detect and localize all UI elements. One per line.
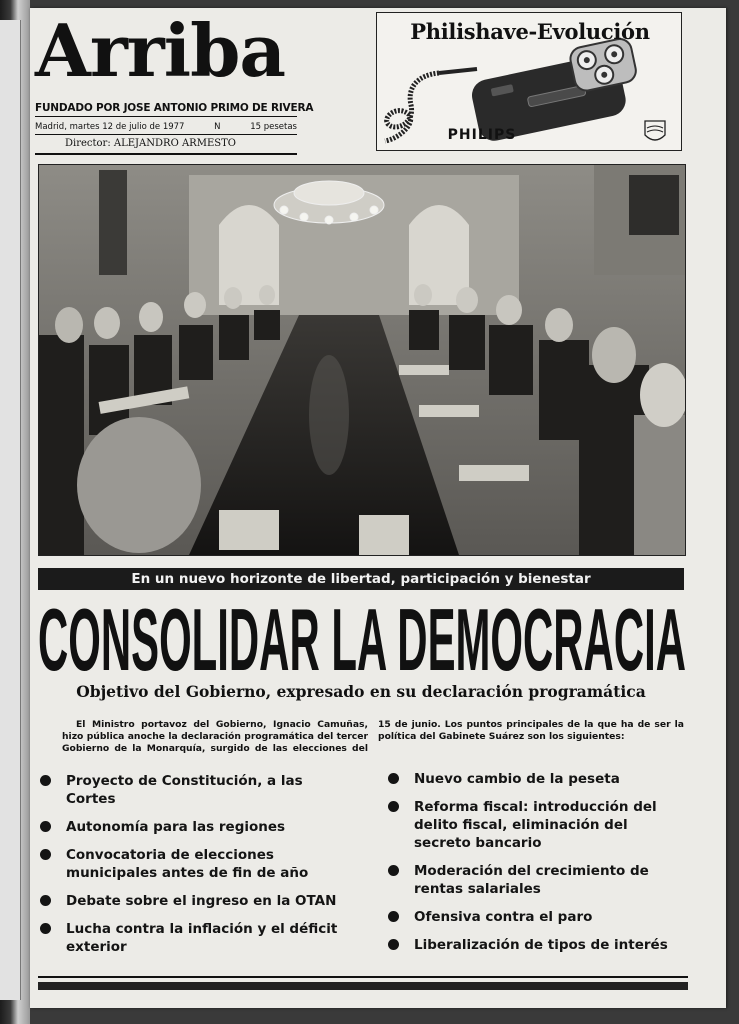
- subheadline: Objetivo del Gobierno, expresado en su declaración programática: [76, 682, 646, 701]
- list-item: Convocatoria de elecciones municipales antes de fin de año: [40, 846, 340, 882]
- list-item: Autonomía para las regiones: [40, 818, 340, 836]
- list-item: Reforma fiscal: introducción del delito fiscal, eliminación del secreto bancario: [388, 798, 688, 852]
- lead-paragraph: El Ministro portavoz del Gobierno, Ignacio Camuñas, hizo pública anoche la declaración programática del tercer Gobierno de la Monarquía, surgido de las elecciones del 15 de junio. Los puntos principales de la que ha de ser la política del Gabinete Suárez son los siguientes:: [62, 719, 684, 755]
- cabinet-meeting-photo: [38, 164, 686, 556]
- bottom-rule: [38, 976, 688, 978]
- masthead-rule: [35, 153, 297, 155]
- main-headline-svg: [36, 590, 688, 689]
- program-points-right: [388, 770, 688, 964]
- issue-date: Madrid, martes 12 de julio de 1977: [35, 122, 185, 132]
- issue-number: N: [214, 122, 221, 132]
- philishave-advertisement: [376, 12, 682, 151]
- headline-kicker: En un nuevo horizonte de libertad, participación y bienestar: [38, 568, 684, 590]
- masthead: [35, 8, 314, 152]
- list-item: Lucha contra la inflación y el déficit exterior: [40, 920, 340, 956]
- bottom-band: [38, 982, 688, 990]
- ad-title: Philishave-Evolución: [410, 19, 650, 44]
- ad-brand: PHILIPS: [447, 127, 517, 143]
- philips-shield-icon: [645, 121, 665, 140]
- list-item: Liberalización de tipos de interés: [388, 936, 688, 954]
- book-binding: [0, 0, 30, 1024]
- director-line: Director: ALEJANDRO ARMESTO: [65, 138, 236, 149]
- issue-price: 15 pesetas: [250, 122, 297, 132]
- list-item: Debate sobre el ingreso en la OTAN: [40, 892, 340, 910]
- list-item: Ofensiva contra el paro: [388, 908, 688, 926]
- list-item: Nuevo cambio de la peseta: [388, 770, 688, 788]
- main-headline: CONSOLIDAR LA DEMOCRACIA: [38, 590, 686, 689]
- program-points-left: [40, 772, 340, 966]
- newspaper-title: Arriba: [35, 8, 286, 93]
- list-item: Proyecto de Constitución, a las Cortes: [40, 772, 340, 808]
- issue-info: [35, 122, 297, 135]
- previous-page-edge: [0, 20, 21, 1000]
- newspaper-page: [30, 8, 726, 1008]
- list-item: Moderación del crecimiento de rentas salariales: [388, 862, 688, 898]
- founded-by-line: FUNDADO POR JOSE ANTONIO PRIMO DE RIVERA: [35, 102, 297, 117]
